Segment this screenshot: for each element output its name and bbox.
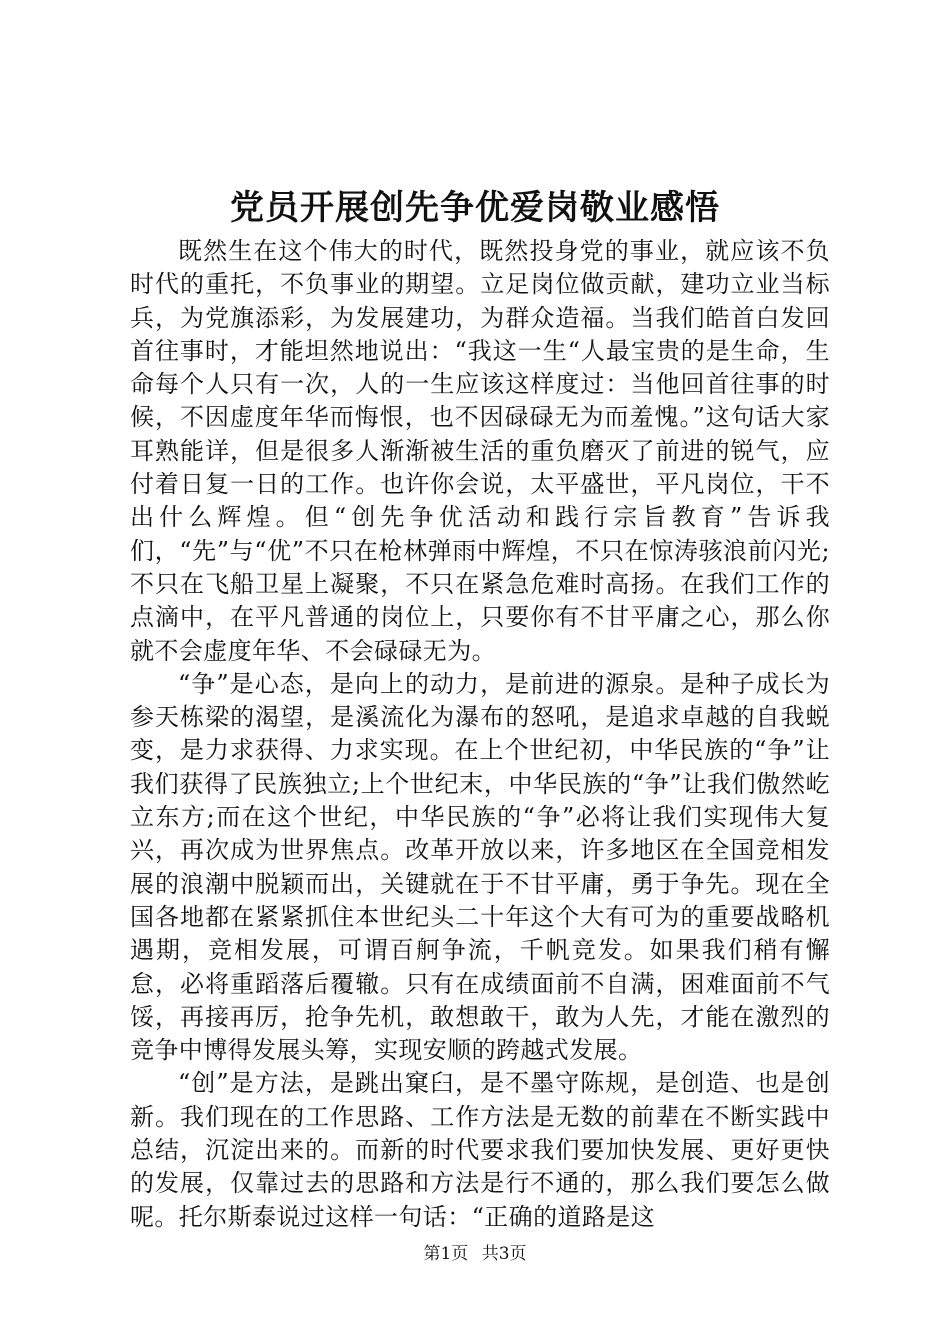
paragraph-3: “创”是方法，是跳出窠臼，是不墨守陈规，是创造、也是创新。我们现在的工作思路、工作方法是无数的前辈在不断实践中总结，沉淀出来的。而新的时代要求我们要加快发展、更好更快的发展，仅靠过去的思路和方法是行不通的，那么我们要怎么做呢。托尔斯泰说过这样一句话：“正确的道路是这 bbox=[130, 1069, 830, 1231]
page-footer bbox=[0, 1242, 950, 1266]
page-total: 共3页 bbox=[481, 1244, 527, 1264]
document-body bbox=[130, 235, 830, 1234]
paragraph-2: “争”是心态，是向上的动力，是前进的源泉。是种子成长为参天栋梁的渴望，是溪流化为瀑布的怒吼，是追求卓越的自我蜕变，是力求获得、力求实现。在上个世纪初，中华民族的“争”让我们获得了民族独立;上个世纪末，中华民族的“争”让我们傲然屹立东方;而在这个世纪，中华民族的“争”必将让我们实现伟大复兴，再次成为世界焦点。改革开放以来，许多地区在全国竞相发展的浪潮中脱颖而出，关键就在于不甘平庸，勇于争先。现在全国各地都在紧紧抓住本世纪头二十年这个大有可为的重要战略机遇期，竞相发展，可谓百舸争流，千帆竞发。如果我们稍有懈怠，必将重蹈落后覆辙。只有在成绩面前不自满，困难面前不气馁，再接再厉，抢争先机，敢想敢干，敢为人先，才能在激烈的竞争中博得发展头筹，实现安顺的跨越式发展。 bbox=[130, 669, 830, 1065]
page-title: 党员开展创先争优爱岗敬业感悟 bbox=[230, 188, 720, 228]
paragraph-1: 既然生在这个伟大的时代，既然投身党的事业，就应该不负时代的重托，不负事业的期望。立足岗位做贡献，建功立业当标兵，为党旗添彩，为发展建功，为群众造福。当我们皓首白发回首往事时，才能坦然地说出：“我这一生“人最宝贵的是生命，生命每个人只有一次，人的一生应该这样度过：当他回首往事的时候，不因虚度年华而悔恨，也不因碌碌无为而羞愧。”这句话大家耳熟能详，但是很多人渐渐被生活的重负磨灭了前进的锐气，应付着日复一日的工作。也许你会说，太平盛世，平凡岗位，干不出什么辉煌。但“创先争优活动和践行宗旨教育”告诉我们，“先”与“优”不只在枪林弹雨中辉煌，不只在惊涛骇浪前闪光;不只在飞船卫星上凝聚，不只在紧急危难时高扬。在我们工作的点滴中，在平凡普通的岗位上，只要你有不甘平庸之心，那么你就不会虚度年华、不会碌碌无为。 bbox=[130, 237, 830, 665]
page-number: 第1页 bbox=[423, 1244, 469, 1264]
